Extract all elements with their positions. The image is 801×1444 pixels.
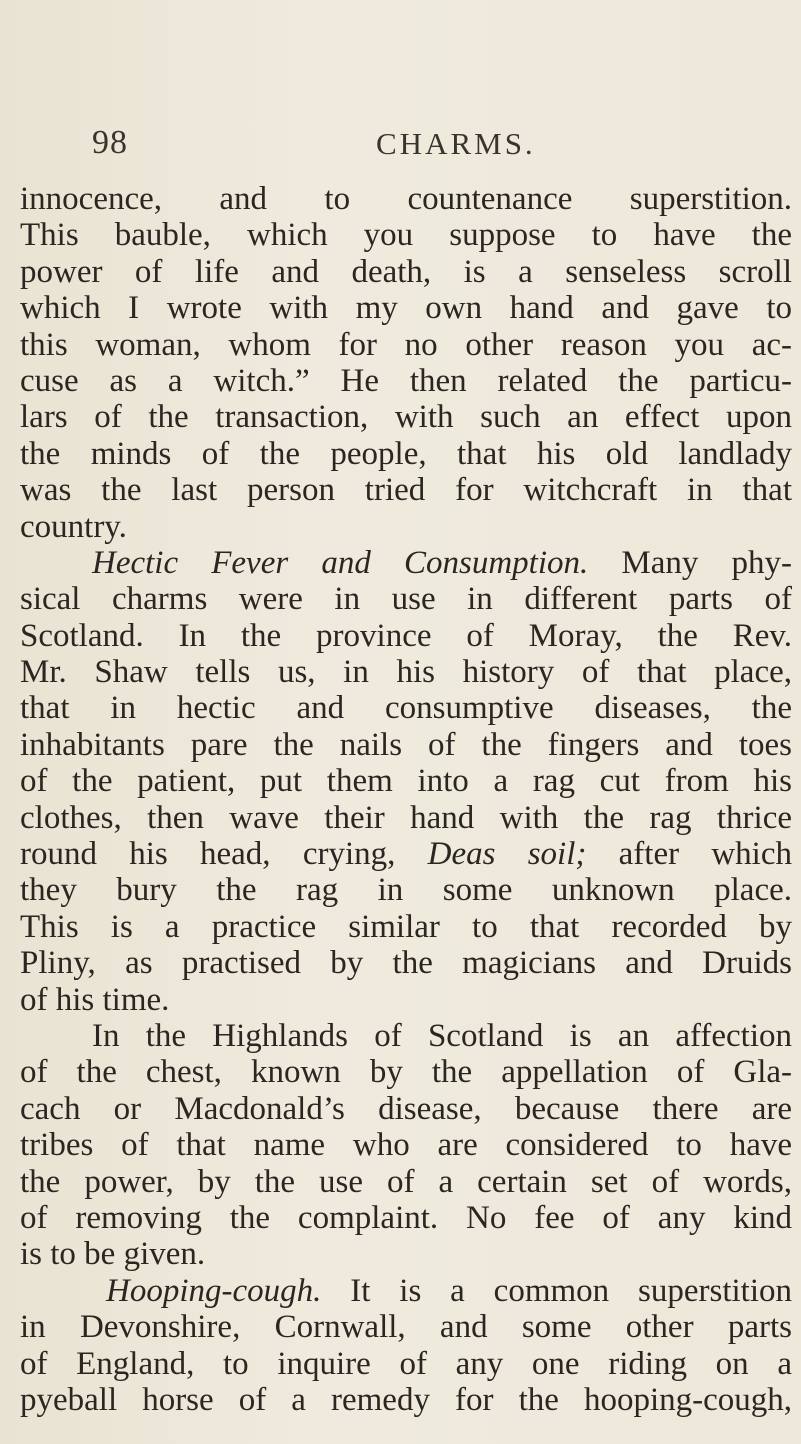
text-line: lars of the transaction, with such an effect upon xyxy=(20,399,792,436)
italic-phrase: Deas soil; xyxy=(427,836,587,873)
section-heading-hooping: Hooping-cough. xyxy=(106,1272,322,1309)
text-line: cuse as a witch.” He then related the particu- xyxy=(20,362,792,399)
text-line: of removing the complaint. No fee of any kind xyxy=(20,1199,792,1236)
text-line: of the chest, known by the appellation of Gla- xyxy=(20,1054,792,1091)
text-line: this woman, whom for no other reason you ac- xyxy=(20,326,792,363)
text-line: cach or Macdonald’s disease, because there are xyxy=(20,1090,792,1127)
text-fragment: after which xyxy=(618,836,793,873)
text-line: innocence, and to countenance superstition. xyxy=(20,181,792,217)
text-line: Scotland. In the province of Moray, the Rev. xyxy=(20,617,792,654)
text-line: is to be given. xyxy=(20,1236,206,1273)
text-line: This bauble, which you suppose to have the xyxy=(20,217,792,254)
text-line: of the patient, put them into a rag cut from his xyxy=(20,763,792,800)
text-line: country. xyxy=(20,508,127,545)
text-line: of England, to inquire of any one riding on a xyxy=(20,1345,792,1382)
text-line: which I wrote with my own hand and gave to xyxy=(20,290,792,327)
text-line: they bury the rag in some unknown place. xyxy=(20,872,792,909)
text-line: the minds of the people, that his old landlady xyxy=(20,435,792,472)
text-line: pyeball horse of a remedy for the hooping-cough, xyxy=(20,1381,792,1418)
page-number: 98 xyxy=(92,124,128,161)
paragraph-start-line: In the Highlands of Scotland is an affection xyxy=(92,1017,792,1054)
running-head: CHARMS. xyxy=(376,126,536,161)
text-line: Mr. Shaw tells us, in his history of that place, xyxy=(20,654,792,691)
text-line: Pliny, as practised by the magicians and Druids xyxy=(20,945,792,982)
text-line: was the last person tried for witchcraft in that xyxy=(20,472,792,509)
text-line: sical charms were in use in different parts of xyxy=(20,581,792,618)
text-line: clothes, then wave their hand with the rag thrice xyxy=(20,799,792,836)
text-line: tribes of that name who are considered to have xyxy=(20,1127,792,1164)
text-line: that in hectic and consumptive diseases, the xyxy=(20,690,792,727)
text-line: power of life and death, is a senseless scroll xyxy=(20,253,792,290)
section-heading-hectic: Hectic Fever and Consumption. xyxy=(92,544,589,581)
text-line: This is a practice similar to that recorded by xyxy=(20,908,792,945)
paragraph-start-line xyxy=(20,545,792,581)
text-line: of his time. xyxy=(20,981,170,1018)
body-text xyxy=(20,181,792,1418)
text-fragment: It is a common superstition xyxy=(350,1272,793,1309)
text-fragment: Many phy- xyxy=(621,544,792,581)
page-header xyxy=(92,124,792,174)
text-line: inhabitants pare the nails of the fingers and toes xyxy=(20,726,792,763)
paragraph-start-line xyxy=(20,1273,792,1309)
text-line: in Devonshire, Cornwall, and some other parts xyxy=(20,1309,792,1346)
text-fragment: round his head, crying, xyxy=(20,836,396,873)
text-line xyxy=(20,836,792,872)
text-line: the power, by the use of a certain set of words, xyxy=(20,1163,792,1200)
